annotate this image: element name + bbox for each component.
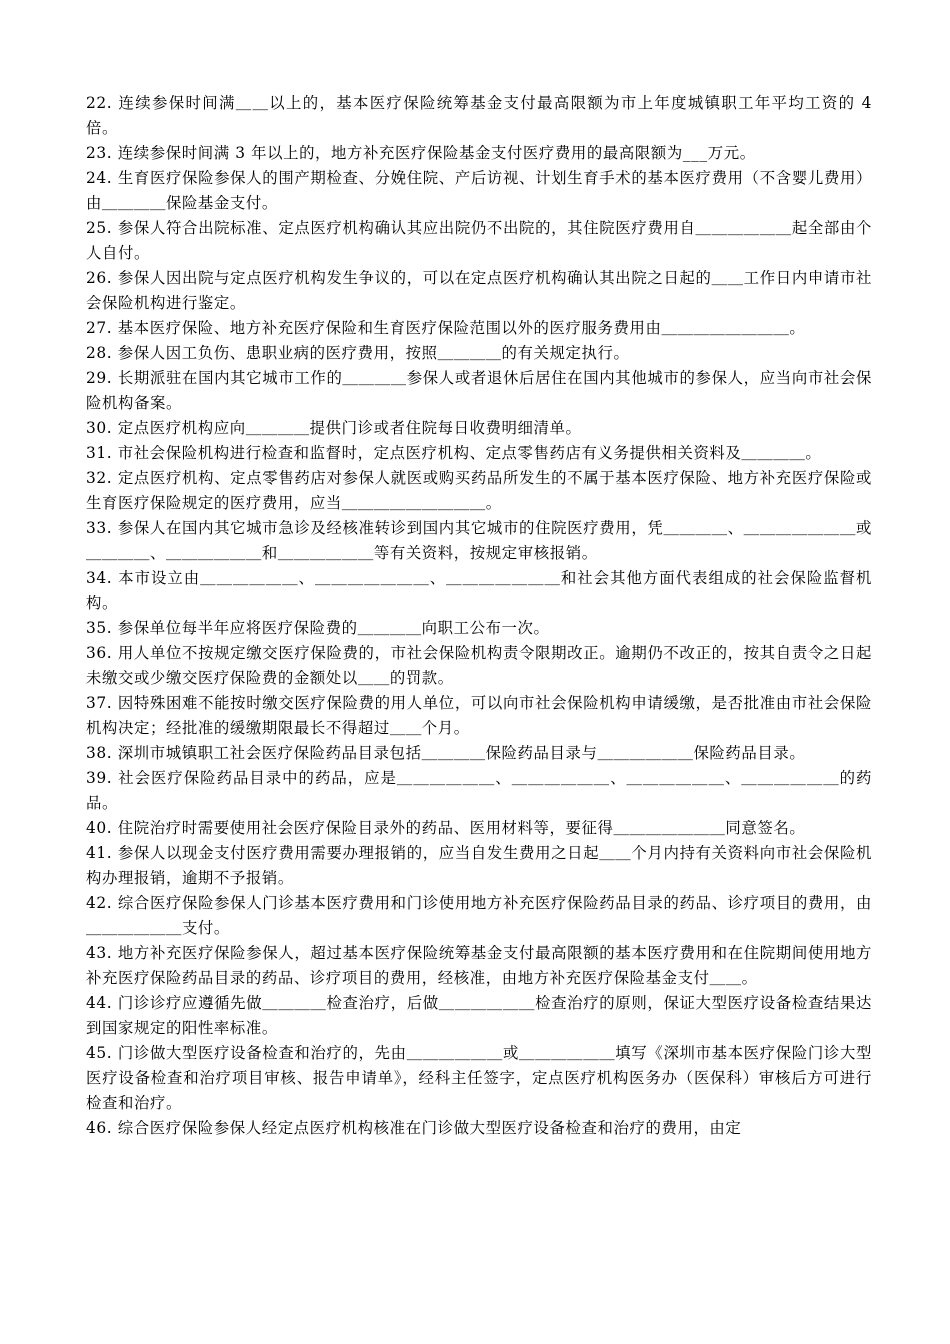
question-text: 综合医疗保险参保人经定点医疗机构核准在门诊做大型医疗设备检查和治疗的费用，由定 bbox=[117, 1119, 742, 1137]
question-text: 本市设立由＿＿＿＿＿＿、＿＿＿＿＿＿＿、＿＿＿＿＿＿＿和社会其他方面代表组成的社会保险监督机构。 bbox=[86, 569, 872, 612]
question-22 bbox=[86, 91, 872, 141]
question-text: 综合医疗保险参保人门诊基本医疗费用和门诊使用地方补充医疗保险药品目录的药品、诊疗项目的费用，由＿＿＿＿＿＿支付。 bbox=[86, 894, 873, 937]
question-30 bbox=[86, 416, 872, 441]
question-number: 24. bbox=[86, 169, 113, 187]
question-number: 22. bbox=[86, 94, 113, 112]
question-43 bbox=[86, 941, 872, 991]
question-text: 住院治疗时需要使用社会医疗保险目录外的药品、医用材料等，要征得＿＿＿＿＿＿＿同意签名。 bbox=[117, 819, 806, 837]
question-number: 42. bbox=[86, 894, 113, 912]
question-29 bbox=[86, 366, 872, 416]
question-text: 基本医疗保险、地方补充医疗保险和生育医疗保险范围以外的医疗服务费用由＿＿＿＿＿＿＿＿。 bbox=[117, 319, 806, 337]
question-number: 40. bbox=[86, 819, 113, 837]
question-text: 参保人因出院与定点医疗机构发生争议的，可以在定点医疗机构确认其出院之日起的＿＿工作日内申请市社会保险机构进行鉴定。 bbox=[86, 269, 873, 312]
question-36 bbox=[86, 641, 872, 691]
question-number: 37. bbox=[86, 694, 113, 712]
question-41 bbox=[86, 841, 872, 891]
question-text: 市社会保险机构进行检查和监督时，定点医疗机构、定点零售药店有义务提供相关资料及＿＿＿＿。 bbox=[117, 444, 822, 462]
question-45 bbox=[86, 1041, 872, 1116]
question-number: 30. bbox=[86, 419, 113, 437]
question-number: 38. bbox=[86, 744, 113, 762]
question-number: 39. bbox=[86, 769, 113, 787]
question-number: 33. bbox=[86, 519, 113, 537]
question-number: 31. bbox=[86, 444, 113, 462]
question-number: 46. bbox=[86, 1119, 113, 1137]
question-33 bbox=[86, 516, 872, 566]
question-number: 26. bbox=[86, 269, 113, 287]
question-text: 因特殊困难不能按时缴交医疗保险费的用人单位，可以向市社会保险机构申请缓缴，是否批准由市社会保险机构决定；经批准的缓缴期限最长不得超过＿＿个月。 bbox=[86, 694, 873, 737]
question-text: 门诊做大型医疗设备检查和治疗的，先由＿＿＿＿＿＿或＿＿＿＿＿＿填写《深圳市基本医疗保险门诊大型医疗设备检查和治疗项目审核、报告申请单》，经科主任签字，定点医疗机构医务办（医保科）审核后方可进行检查和治疗。 bbox=[86, 1044, 873, 1112]
question-number: 28. bbox=[86, 344, 113, 362]
question-text: 生育医疗保险参保人的围产期检查、分娩住院、产后访视、计划生育手术的基本医疗费用（不含婴儿费用）由＿＿＿＿保险基金支付。 bbox=[86, 169, 873, 212]
question-text: 参保单位每半年应将医疗保险费的＿＿＿＿向职工公布一次。 bbox=[117, 619, 550, 637]
question-number: 34. bbox=[86, 569, 113, 587]
question-text: 连续参保时间满 3 年以上的，地方补充医疗保险基金支付医疗费用的最高限额为___万元。 bbox=[117, 144, 756, 162]
question-number: 44. bbox=[86, 994, 113, 1012]
question-number: 43. bbox=[86, 944, 113, 962]
question-text: 参保人符合出院标准、定点医疗机构确认其应出院仍不出院的，其住院医疗费用自＿＿＿＿＿＿起全部由个人自付。 bbox=[86, 219, 873, 262]
question-text: 地方补充医疗保险参保人，超过基本医疗保险统筹基金支付最高限额的基本医疗费用和在住院期间使用地方补充医疗保险药品目录的药品、诊疗项目的费用，经核准，由地方补充医疗保险基金支付＿＿。 bbox=[86, 944, 873, 987]
question-23 bbox=[86, 141, 872, 166]
question-text: 定点医疗机构应向＿＿＿＿提供门诊或者住院每日收费明细清单。 bbox=[117, 419, 582, 437]
document-body bbox=[86, 91, 872, 1141]
question-text: 定点医疗机构、定点零售药店对参保人就医或购买药品所发生的不属于基本医疗保险、地方补充医疗保险或生育医疗保险规定的医疗费用，应当＿＿＿＿＿＿＿＿＿。 bbox=[86, 469, 873, 512]
question-text: 用人单位不按规定缴交医疗保险费的，市社会保险机构责令限期改正。逾期仍不改正的，按其自责令之日起未缴交或少缴交医疗保险费的金额处以＿＿的罚款。 bbox=[86, 644, 873, 687]
question-text: 参保人以现金支付医疗费用需要办理报销的，应当自发生费用之日起＿＿个月内持有关资料向市社会保险机构办理报销，逾期不予报销。 bbox=[86, 844, 873, 887]
question-40 bbox=[86, 816, 872, 841]
question-37 bbox=[86, 691, 872, 741]
question-42 bbox=[86, 891, 872, 941]
question-25 bbox=[86, 216, 872, 266]
question-28 bbox=[86, 341, 872, 366]
question-46 bbox=[86, 1116, 872, 1141]
question-35 bbox=[86, 616, 872, 641]
question-38 bbox=[86, 741, 872, 766]
question-44 bbox=[86, 991, 872, 1041]
question-number: 23. bbox=[86, 144, 113, 162]
question-text: 参保人在国内其它城市急诊及经核准转诊到国内其它城市的住院医疗费用，凭＿＿＿＿、＿＿＿＿＿＿＿或＿＿＿＿、＿＿＿＿＿＿和＿＿＿＿＿＿等有关资料，按规定审核报销。 bbox=[86, 519, 873, 562]
question-text: 参保人因工负伤、患职业病的医疗费用，按照＿＿＿＿的有关规定执行。 bbox=[117, 344, 630, 362]
question-text: 深圳市城镇职工社会医疗保险药品目录包括＿＿＿＿保险药品目录与＿＿＿＿＿＿保险药品目录。 bbox=[117, 744, 806, 762]
question-27 bbox=[86, 316, 872, 341]
question-31 bbox=[86, 441, 872, 466]
question-number: 27. bbox=[86, 319, 113, 337]
question-number: 41. bbox=[86, 844, 113, 862]
question-text: 连续参保时间满＿＿以上的，基本医疗保险统筹基金支付最高限额为市上年度城镇职工年平均工资的 4 倍。 bbox=[86, 94, 872, 137]
question-text: 门诊诊疗应遵循先做＿＿＿＿检查治疗，后做＿＿＿＿＿＿检查治疗的原则，保证大型医疗设备检查结果达到国家规定的阳性率标准。 bbox=[86, 994, 873, 1037]
question-number: 36. bbox=[86, 644, 113, 662]
question-text: 长期派驻在国内其它城市工作的＿＿＿＿参保人或者退休后居住在国内其他城市的参保人，应当向市社会保险机构备案。 bbox=[86, 369, 873, 412]
question-number: 25. bbox=[86, 219, 113, 237]
question-26 bbox=[86, 266, 872, 316]
question-number: 29. bbox=[86, 369, 113, 387]
question-24 bbox=[86, 166, 872, 216]
question-number: 32. bbox=[86, 469, 113, 487]
question-34 bbox=[86, 566, 872, 616]
question-text: 社会医疗保险药品目录中的药品，应是＿＿＿＿＿＿、＿＿＿＿＿＿、＿＿＿＿＿＿、＿＿＿＿＿＿的药品。 bbox=[86, 769, 872, 812]
question-number: 35. bbox=[86, 619, 113, 637]
question-number: 45. bbox=[86, 1044, 113, 1062]
question-32 bbox=[86, 466, 872, 516]
question-39 bbox=[86, 766, 872, 816]
